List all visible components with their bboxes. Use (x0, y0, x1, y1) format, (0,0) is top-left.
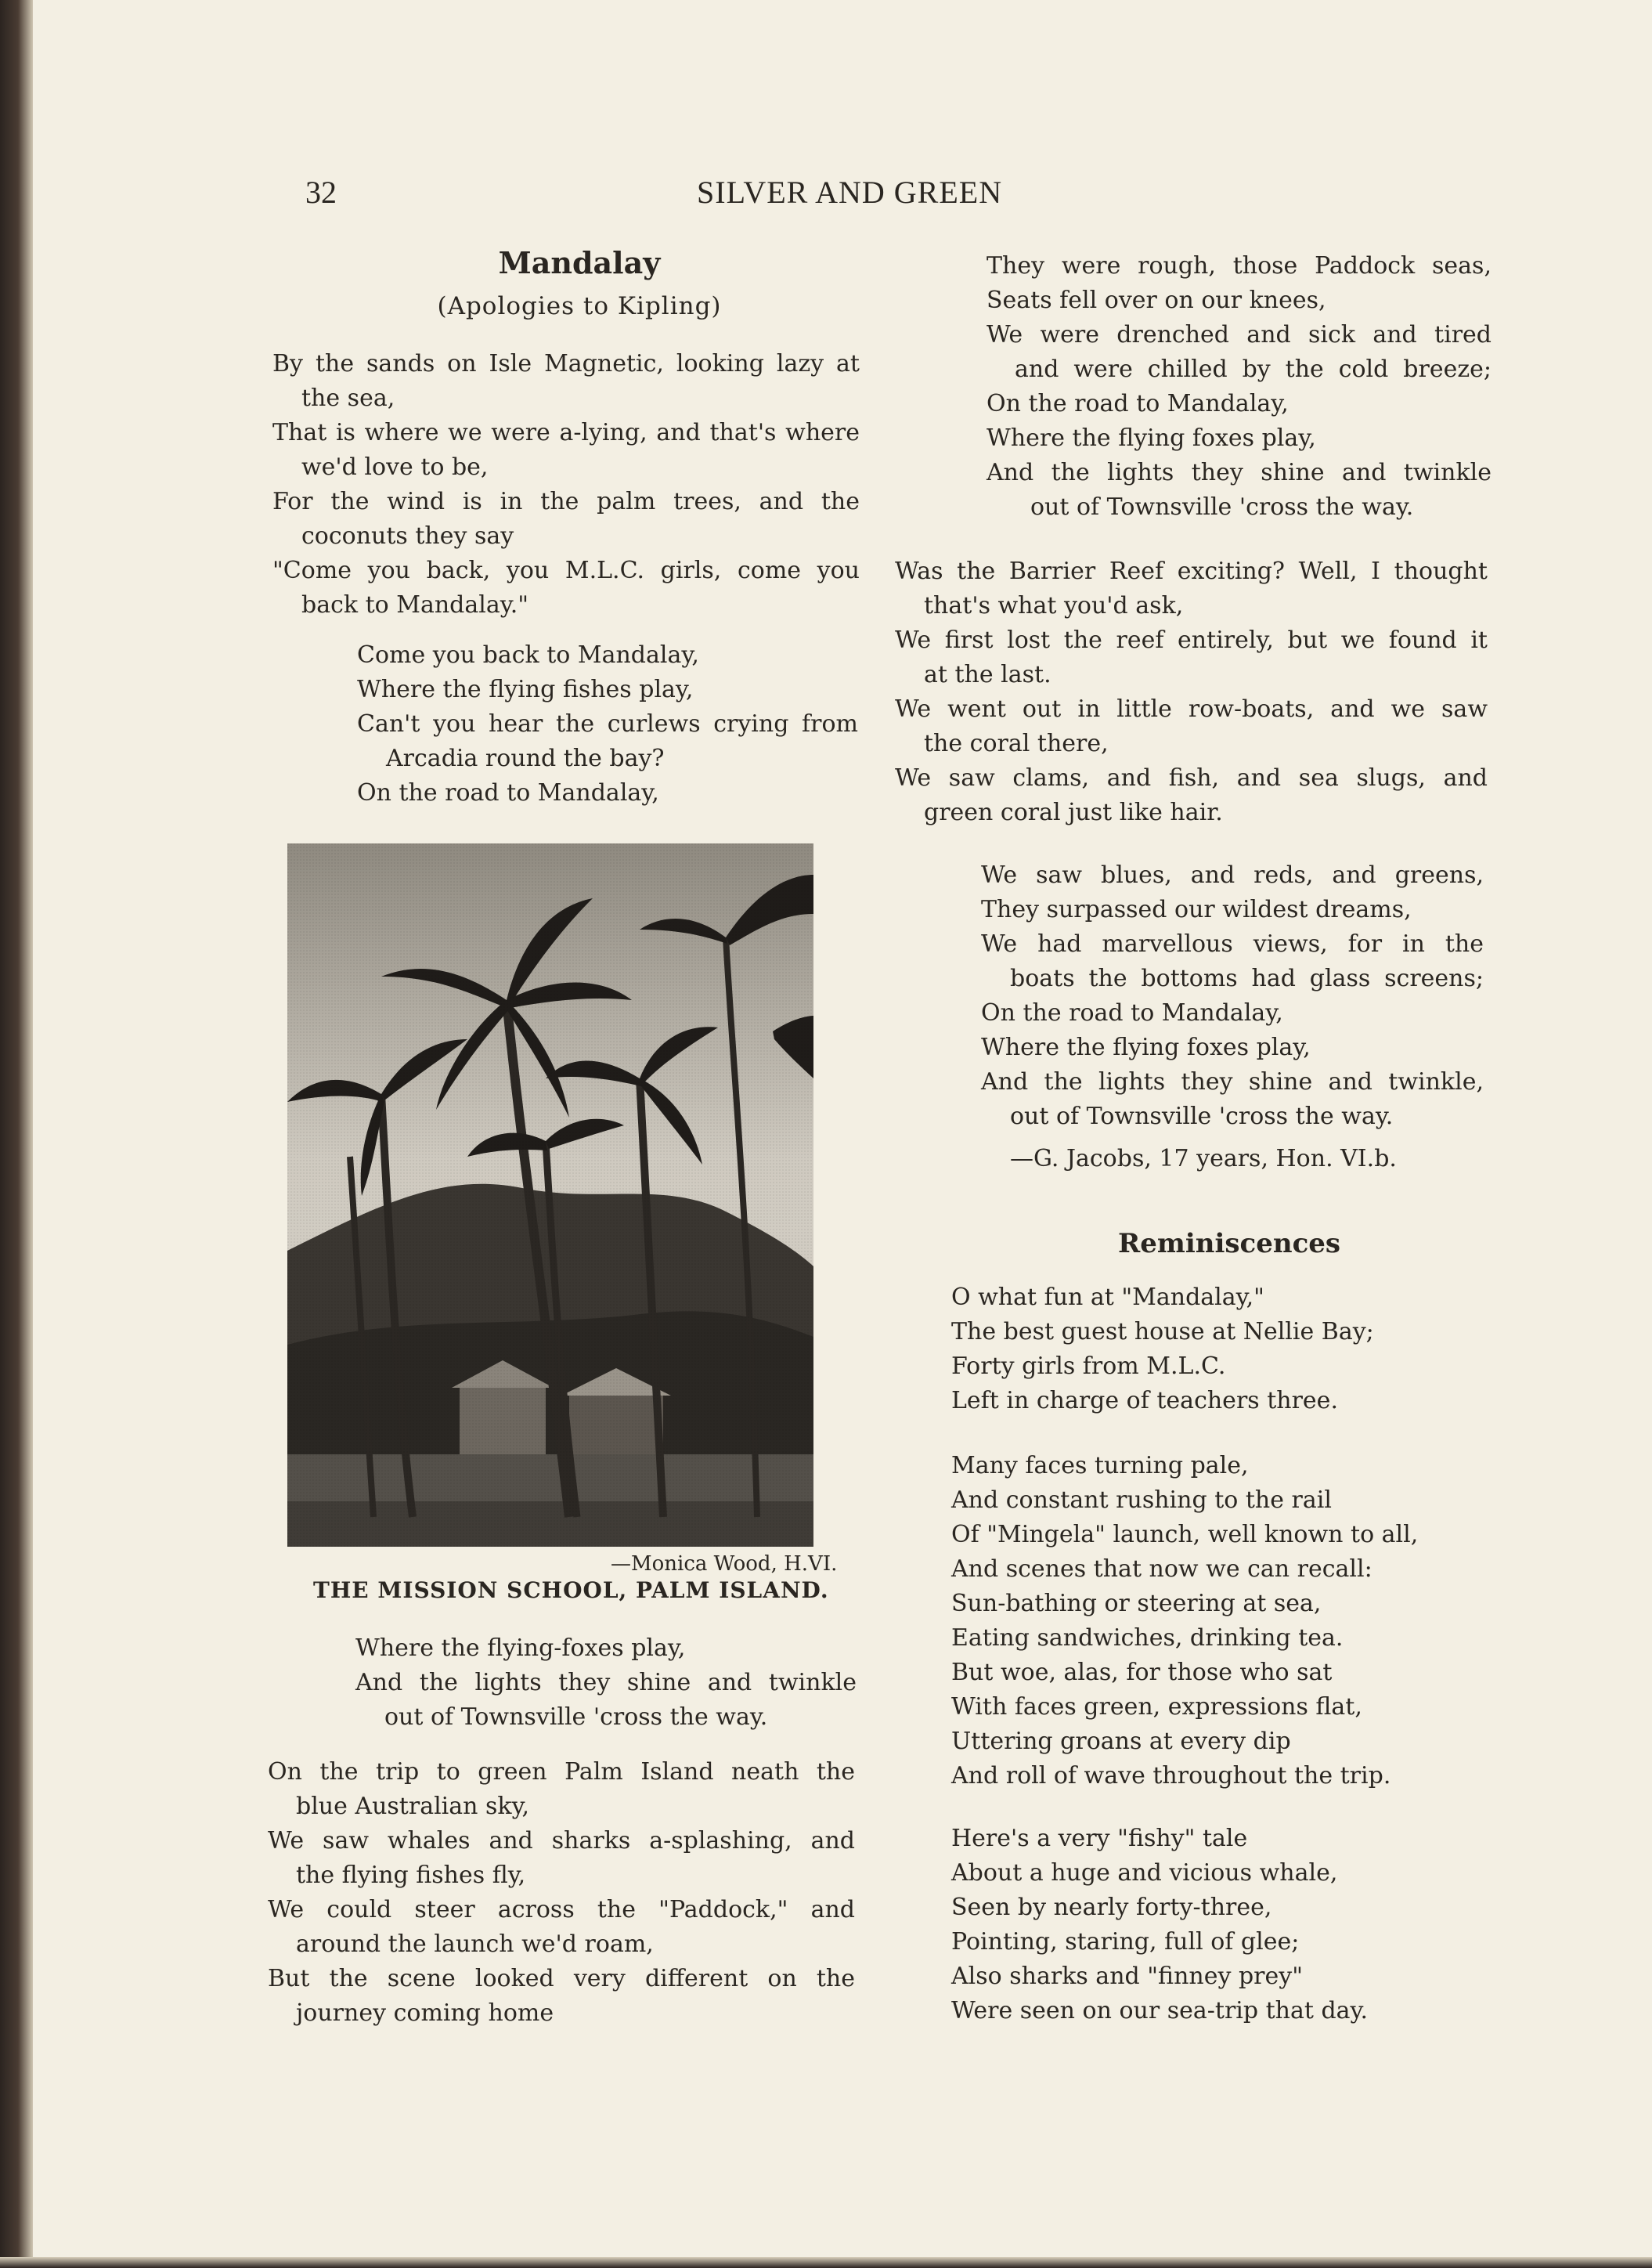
verse-line: On the road to Mandalay, (357, 779, 659, 807)
verse-line: Arcadia round the bay? (386, 745, 665, 772)
palm-trees-photo (287, 843, 813, 1547)
verse-line: Come you back to Mandalay, (357, 641, 699, 669)
verse-line: Where the flying fishes play, (357, 676, 694, 703)
verse-line: For the wind is in the palm trees, and the (272, 488, 860, 515)
verse-line: They were rough, those Paddock seas, (987, 252, 1491, 280)
verse-line: We had marvellous views, for in the (981, 930, 1484, 958)
verse-line: By the sands on Isle Magnetic, looking lazy at (272, 350, 860, 377)
verse-line: And constant rushing to the rail (951, 1486, 1332, 1514)
verse-line: And the lights they shine and twinkle (987, 459, 1491, 486)
verse-line: back to Mandalay." (301, 591, 529, 619)
verse-line: Seen by nearly forty-three, (951, 1894, 1272, 1921)
verse-line: out of Townsville 'cross the way. (1010, 1103, 1394, 1130)
verse-line: Left in charge of teachers three. (951, 1387, 1338, 1414)
verse-line: Here's a very "fishy" tale (951, 1825, 1248, 1852)
verse-line: With faces green, expressions flat, (951, 1693, 1362, 1721)
verse-line: Sun-bathing or steering at sea, (951, 1590, 1322, 1617)
photo-credit: —Monica Wood, H.VI. (611, 1552, 838, 1576)
verse-line: We were drenched and sick and tired (987, 321, 1491, 349)
verse-line: We saw blues, and reds, and greens, (981, 861, 1484, 889)
verse-line: We first lost the reef entirely, but we found it (895, 627, 1488, 654)
verse-line: That is where we were a-lying, and that's where (272, 419, 860, 446)
verse-line: Pointing, staring, full of glee; (951, 1928, 1300, 1956)
verse-line: Can't you hear the curlews crying from (357, 710, 858, 738)
verse-line: journey coming home (296, 1999, 554, 2027)
verse-line: at the last. (924, 661, 1051, 688)
verse-line: around the launch we'd roam, (296, 1930, 654, 1958)
poem-title-reminiscences: Reminiscences (1117, 1228, 1341, 1259)
verse-line: out of Townsville 'cross the way. (384, 1703, 768, 1731)
page-binding-edge (0, 0, 33, 2268)
verse-line: Many faces turning pale, (951, 1452, 1249, 1479)
verse-line: They surpassed our wildest dreams, (981, 896, 1412, 923)
verse-line: But the scene looked very different on the (268, 1965, 855, 1992)
verse-line: On the trip to green Palm Island neath the (268, 1758, 855, 1786)
verse-line: green coral just like hair. (924, 799, 1223, 826)
verse-line: "Come you back, you M.L.C. girls, come you (272, 557, 860, 584)
verse-line: On the road to Mandalay, (987, 390, 1289, 417)
verse-line: we'd love to be, (301, 453, 489, 481)
verse-line: Of "Mingela" launch, well known to all, (951, 1521, 1419, 1548)
verse-line: On the road to Mandalay, (981, 999, 1283, 1027)
verse-line: We saw clams, and fish, and sea slugs, and (895, 764, 1488, 792)
verse-line: We went out in little row-boats, and we saw (895, 695, 1488, 723)
verse-line: the coral there, (924, 730, 1109, 757)
verse-line: And scenes that now we can recall: (951, 1555, 1372, 1583)
verse-line: About a huge and vicious whale, (951, 1859, 1338, 1887)
verse-line: Where the flying foxes play, (987, 424, 1316, 452)
photo-mission-school (287, 843, 813, 1547)
verse-line: boats the bottoms had glass screens; (1010, 965, 1484, 992)
verse-line: Eating sandwiches, drinking tea. (951, 1624, 1344, 1652)
verse-line: We saw whales and sharks a-splashing, and (268, 1827, 855, 1854)
verse-line: Seats fell over on our knees, (987, 287, 1326, 314)
verse-line: Where the flying foxes play, (981, 1034, 1311, 1061)
page-bottom-edge (0, 2257, 1652, 2268)
page-number: 32 (305, 175, 337, 210)
verse-line: Where the flying-foxes play, (355, 1634, 686, 1662)
poem-title-mandalay: Mandalay (498, 245, 661, 280)
verse-line: coconuts they say (301, 522, 514, 550)
verse-line: the flying fishes fly, (296, 1862, 526, 1889)
verse-line: The best guest house at Nellie Bay; (951, 1318, 1374, 1345)
photo-caption: THE MISSION SCHOOL, PALM ISLAND. (313, 1577, 829, 1603)
verse-line: Forty girls from M.L.C. (951, 1352, 1226, 1380)
verse-line: And roll of wave throughout the trip. (951, 1762, 1391, 1789)
verse-line: We could steer across the "Paddock," and (268, 1896, 855, 1923)
verse-line: And the lights they shine and twinkle (355, 1669, 857, 1696)
verse-line: O what fun at "Mandalay," (951, 1284, 1264, 1311)
verse-line: out of Townsville 'cross the way. (1030, 493, 1414, 521)
verse-line: and were chilled by the cold breeze; (1015, 356, 1491, 383)
verse-line: Also sharks and "finney prey" (951, 1963, 1303, 1990)
verse-line: And the lights they shine and twinkle, (981, 1068, 1484, 1096)
verse-line: the sea, (301, 385, 395, 412)
verse-line: that's what you'd ask, (924, 592, 1184, 619)
verse-line: Was the Barrier Reef exciting? Well, I thought (895, 558, 1488, 585)
verse-line: Were seen on our sea-trip that day. (951, 1997, 1369, 2024)
poem-subtitle: (Apologies to Kipling) (437, 292, 722, 320)
verse-line: Uttering groans at every dip (951, 1728, 1291, 1755)
verse-line: But woe, alas, for those who sat (951, 1659, 1333, 1686)
poem-attribution: —G. Jacobs, 17 years, Hon. VI.b. (1010, 1145, 1397, 1172)
verse-line: blue Australian sky, (296, 1793, 530, 1820)
magazine-title: SILVER AND GREEN (697, 175, 1003, 210)
